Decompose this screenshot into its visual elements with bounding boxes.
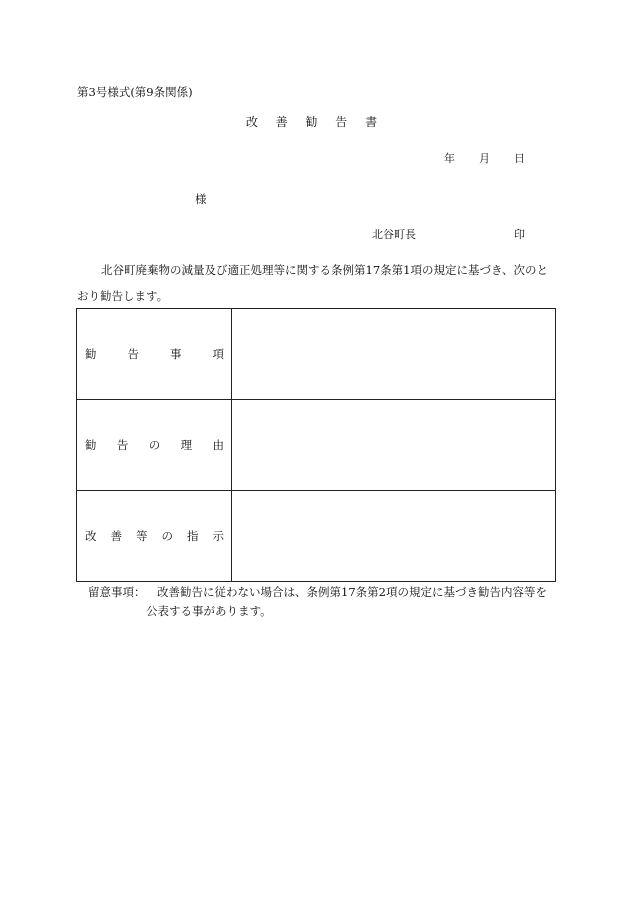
- row-label-char: 事: [170, 347, 182, 361]
- row-label-char: 指: [187, 529, 199, 543]
- table-row-recommendation-items: [77, 309, 556, 400]
- row-label-char: 理: [180, 438, 193, 452]
- date-line: [444, 150, 525, 166]
- recommendation-table: [76, 308, 556, 582]
- row-content-cell: [232, 491, 556, 582]
- row-label-char: 勧: [85, 438, 97, 452]
- date-day-label: 日: [514, 152, 525, 165]
- form-number: 第3号様式(第9条関係): [77, 85, 193, 99]
- row-label-char: 項: [212, 347, 224, 361]
- table-row-improvement-instructions: [77, 491, 556, 582]
- notes-text-line-1: 改善勧告に従わない場合は、条例第17条第2項の規定に基づき勧告内容等を: [157, 585, 547, 599]
- row-label-char: の: [161, 529, 173, 543]
- issuer-seal-label: 印: [514, 228, 525, 241]
- table-row-recommendation-reason: [77, 400, 556, 491]
- row-label: [77, 528, 231, 544]
- row-label-char: 改: [85, 529, 97, 543]
- row-content-cell: [232, 400, 556, 491]
- row-label-char: 善: [110, 529, 122, 543]
- row-label-char: 等: [136, 529, 148, 543]
- row-label-char: の: [148, 438, 161, 452]
- row-label-char: 告: [116, 438, 129, 452]
- document-title: 改 善 勧 告 書: [245, 115, 385, 129]
- row-label-char: 示: [212, 529, 224, 543]
- row-label-char: 由: [212, 438, 224, 452]
- row-label-cell: [77, 491, 232, 582]
- body-text-line-1: 北谷町廃棄物の減量及び適正処理等に関する条例第17条第1項の規定に基づき、次のと: [101, 263, 548, 277]
- row-label-cell: [77, 400, 232, 491]
- row-label-cell: [77, 309, 232, 400]
- row-label-char: 告: [127, 347, 139, 361]
- row-label: [77, 437, 231, 453]
- notes-label: 留意事項：: [88, 585, 146, 599]
- row-content-cell: [232, 309, 556, 400]
- issuer-title: 北谷町長: [372, 228, 416, 241]
- notes-text-line-2: 公表する事があります。: [146, 604, 272, 618]
- addressee-honorific: 様: [195, 192, 207, 206]
- date-month-label: 月: [479, 152, 490, 165]
- date-year-label: 年: [444, 152, 455, 165]
- body-text-line-2: おり勧告します。: [77, 289, 169, 303]
- row-label: [77, 346, 231, 362]
- row-label-char: 勧: [85, 347, 97, 361]
